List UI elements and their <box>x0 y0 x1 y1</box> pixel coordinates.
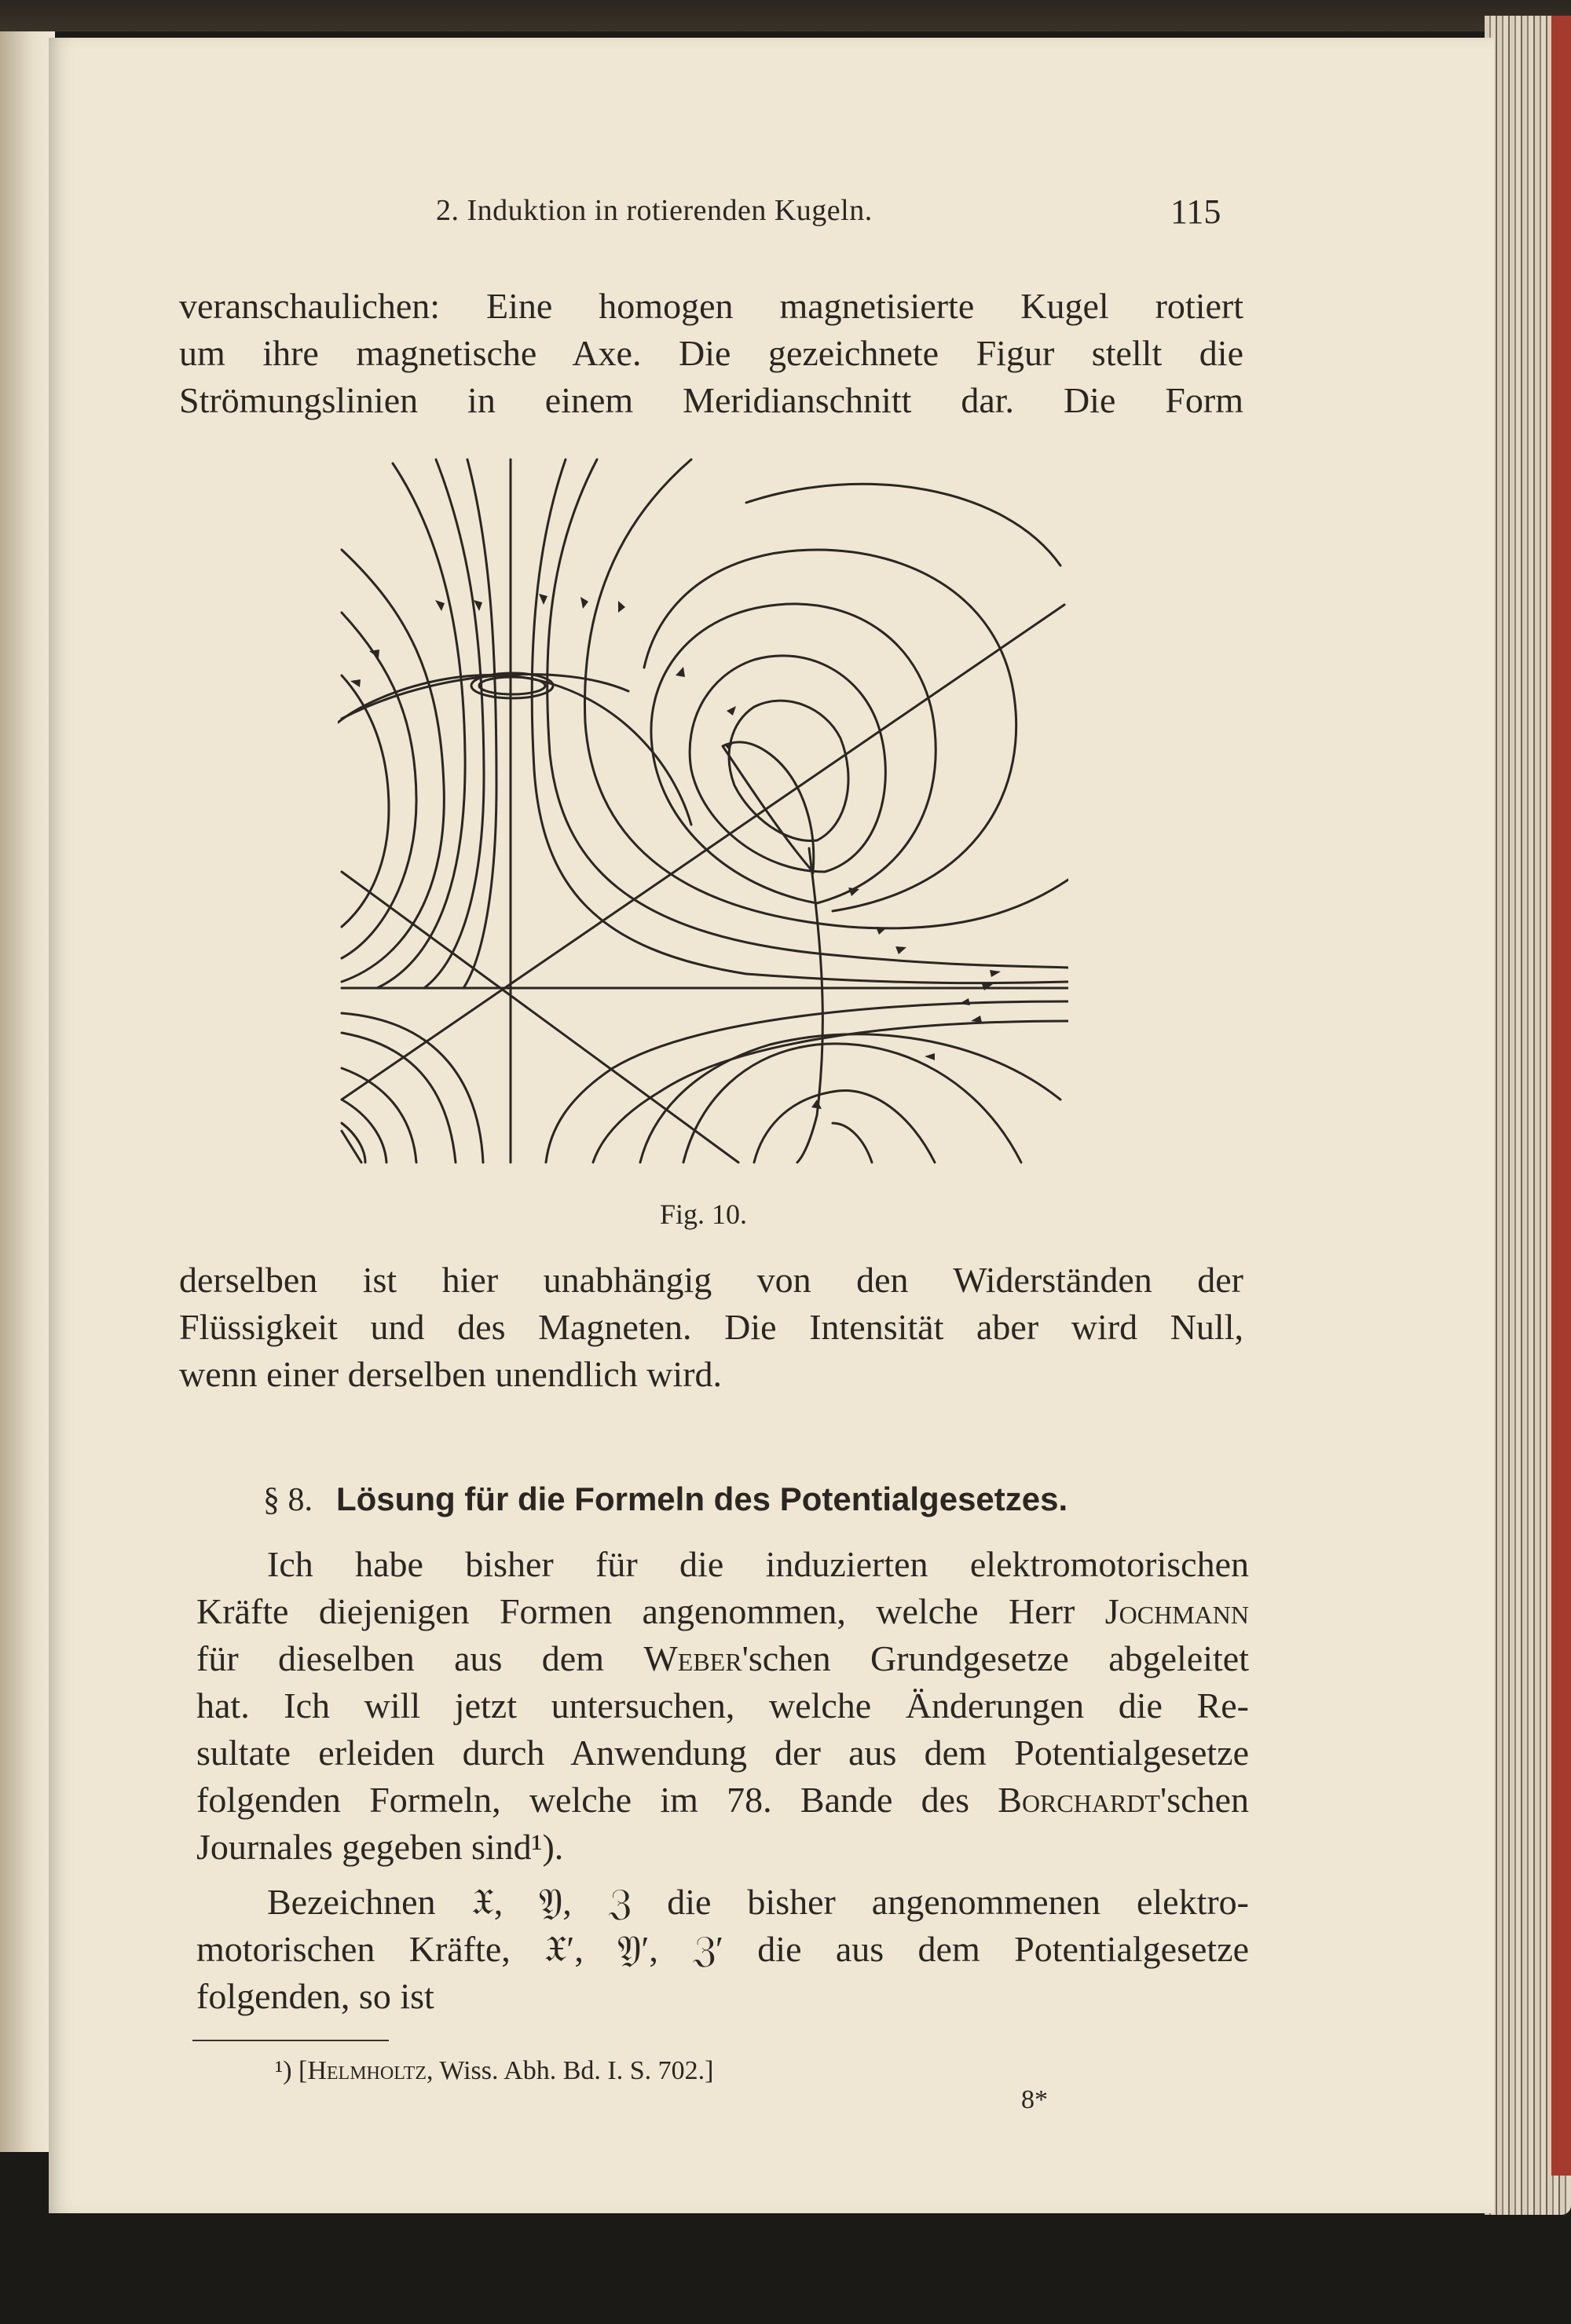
figure-streamlines <box>338 452 1068 1166</box>
paragraph-continuation <box>179 1257 1243 1398</box>
field-line <box>342 1123 365 1162</box>
diagonal-line <box>342 872 738 1162</box>
text-line: Journales gegeben sind¹). <box>196 1827 564 1867</box>
section-title: Lösung für die Formeln des Potentialgesetzes. <box>336 1480 1068 1517</box>
field-line <box>833 1123 872 1162</box>
signature-mark: 8* <box>1021 2085 1048 2114</box>
text-line: derselben ist hier unabhängig von den Widerständen der <box>179 1260 1243 1300</box>
field-line <box>746 484 1060 565</box>
field-line <box>532 459 1068 983</box>
footnote-author: Helmholtz <box>307 2056 427 2085</box>
text-line: folgenden, so ist <box>196 1976 434 2016</box>
field-line <box>797 848 822 1162</box>
text-span: folgenden Formeln, welche im 78. Bande des <box>196 1780 998 1820</box>
field-line <box>342 613 416 958</box>
text-line: motorischen Kräfte, 𝔛′, 𝔜′, ℨ′ die aus dem Potentialgesetze <box>196 1929 1249 1969</box>
footnote-marker: ¹) [ <box>275 2056 308 2085</box>
figure-caption: Fig. 10. <box>660 1199 748 1230</box>
text-line: Ich habe bisher für die induzierten elektromotorischen <box>267 1544 1249 1584</box>
paragraph-notation <box>196 1879 1249 2020</box>
book-cover-edge <box>0 0 1571 31</box>
text-line: um ihre magnetische Axe. Die gezeichnete Figur stellt die <box>179 333 1243 373</box>
text-line: Strömungslinien in einem Meridianschnitt dar. Die Form <box>179 380 1243 420</box>
text-line: Bezeichnen 𝔛, 𝔜, ℨ die bisher angenommenen elektro- <box>267 1882 1249 1922</box>
footnote-rule <box>192 2040 389 2041</box>
text-line: veranschaulichen: Eine homogen magnetisierte Kugel rotiert <box>179 286 1243 326</box>
text-span: 'schen Grundgesetze abgeleitet <box>742 1638 1250 1678</box>
text-line: wenn einer derselben unendlich wird. <box>179 1354 723 1394</box>
field-loop <box>729 701 848 840</box>
text-line: sultate erleiden durch Anwendung der aus dem Potentialgesetze <box>196 1733 1249 1773</box>
text-line <box>196 1588 1249 1635</box>
paragraph-intro <box>179 283 1243 424</box>
running-head: 2. Induktion in rotierenden Kugeln. <box>436 194 873 227</box>
field-line <box>342 550 444 982</box>
text-span: für dieselben aus dem <box>196 1638 644 1678</box>
current-ring-inner <box>479 677 545 694</box>
section-number: § 8. <box>263 1482 313 1518</box>
section-heading <box>263 1480 1067 1519</box>
field-loop <box>644 550 1016 911</box>
field-line <box>424 459 484 988</box>
footnote-text: , Wiss. Abh. Bd. I. S. 702.] <box>427 2056 714 2085</box>
text-line: Flüssigkeit und des Magneten. Die Intensität aber wird Null, <box>179 1307 1243 1347</box>
red-page-edge <box>1551 16 1571 2176</box>
text-line <box>196 1777 1249 1824</box>
arrowheads <box>350 594 1001 1109</box>
field-line <box>683 1044 1021 1162</box>
field-line <box>546 1001 1068 1162</box>
name-borchardt: Borchardt <box>998 1780 1160 1820</box>
page-number: 115 <box>1170 192 1221 231</box>
text-span: Kräfte diejenigen Formen angenommen, welche Herr <box>196 1591 1105 1631</box>
text-span: 'schen <box>1159 1780 1249 1820</box>
field-line <box>547 459 1068 968</box>
name-jochmann: Jochmann <box>1104 1591 1249 1631</box>
text-line: hat. Ich will jetzt untersuchen, welche Änderungen die Re- <box>196 1685 1249 1726</box>
field-line <box>640 1034 1060 1162</box>
field-line <box>342 1131 361 1162</box>
paragraph-section8 <box>196 1541 1249 1871</box>
name-weber: Weber <box>643 1638 742 1678</box>
facing-page-edge <box>0 31 55 2152</box>
footnote <box>275 2056 713 2086</box>
text-line <box>196 1635 1249 1682</box>
